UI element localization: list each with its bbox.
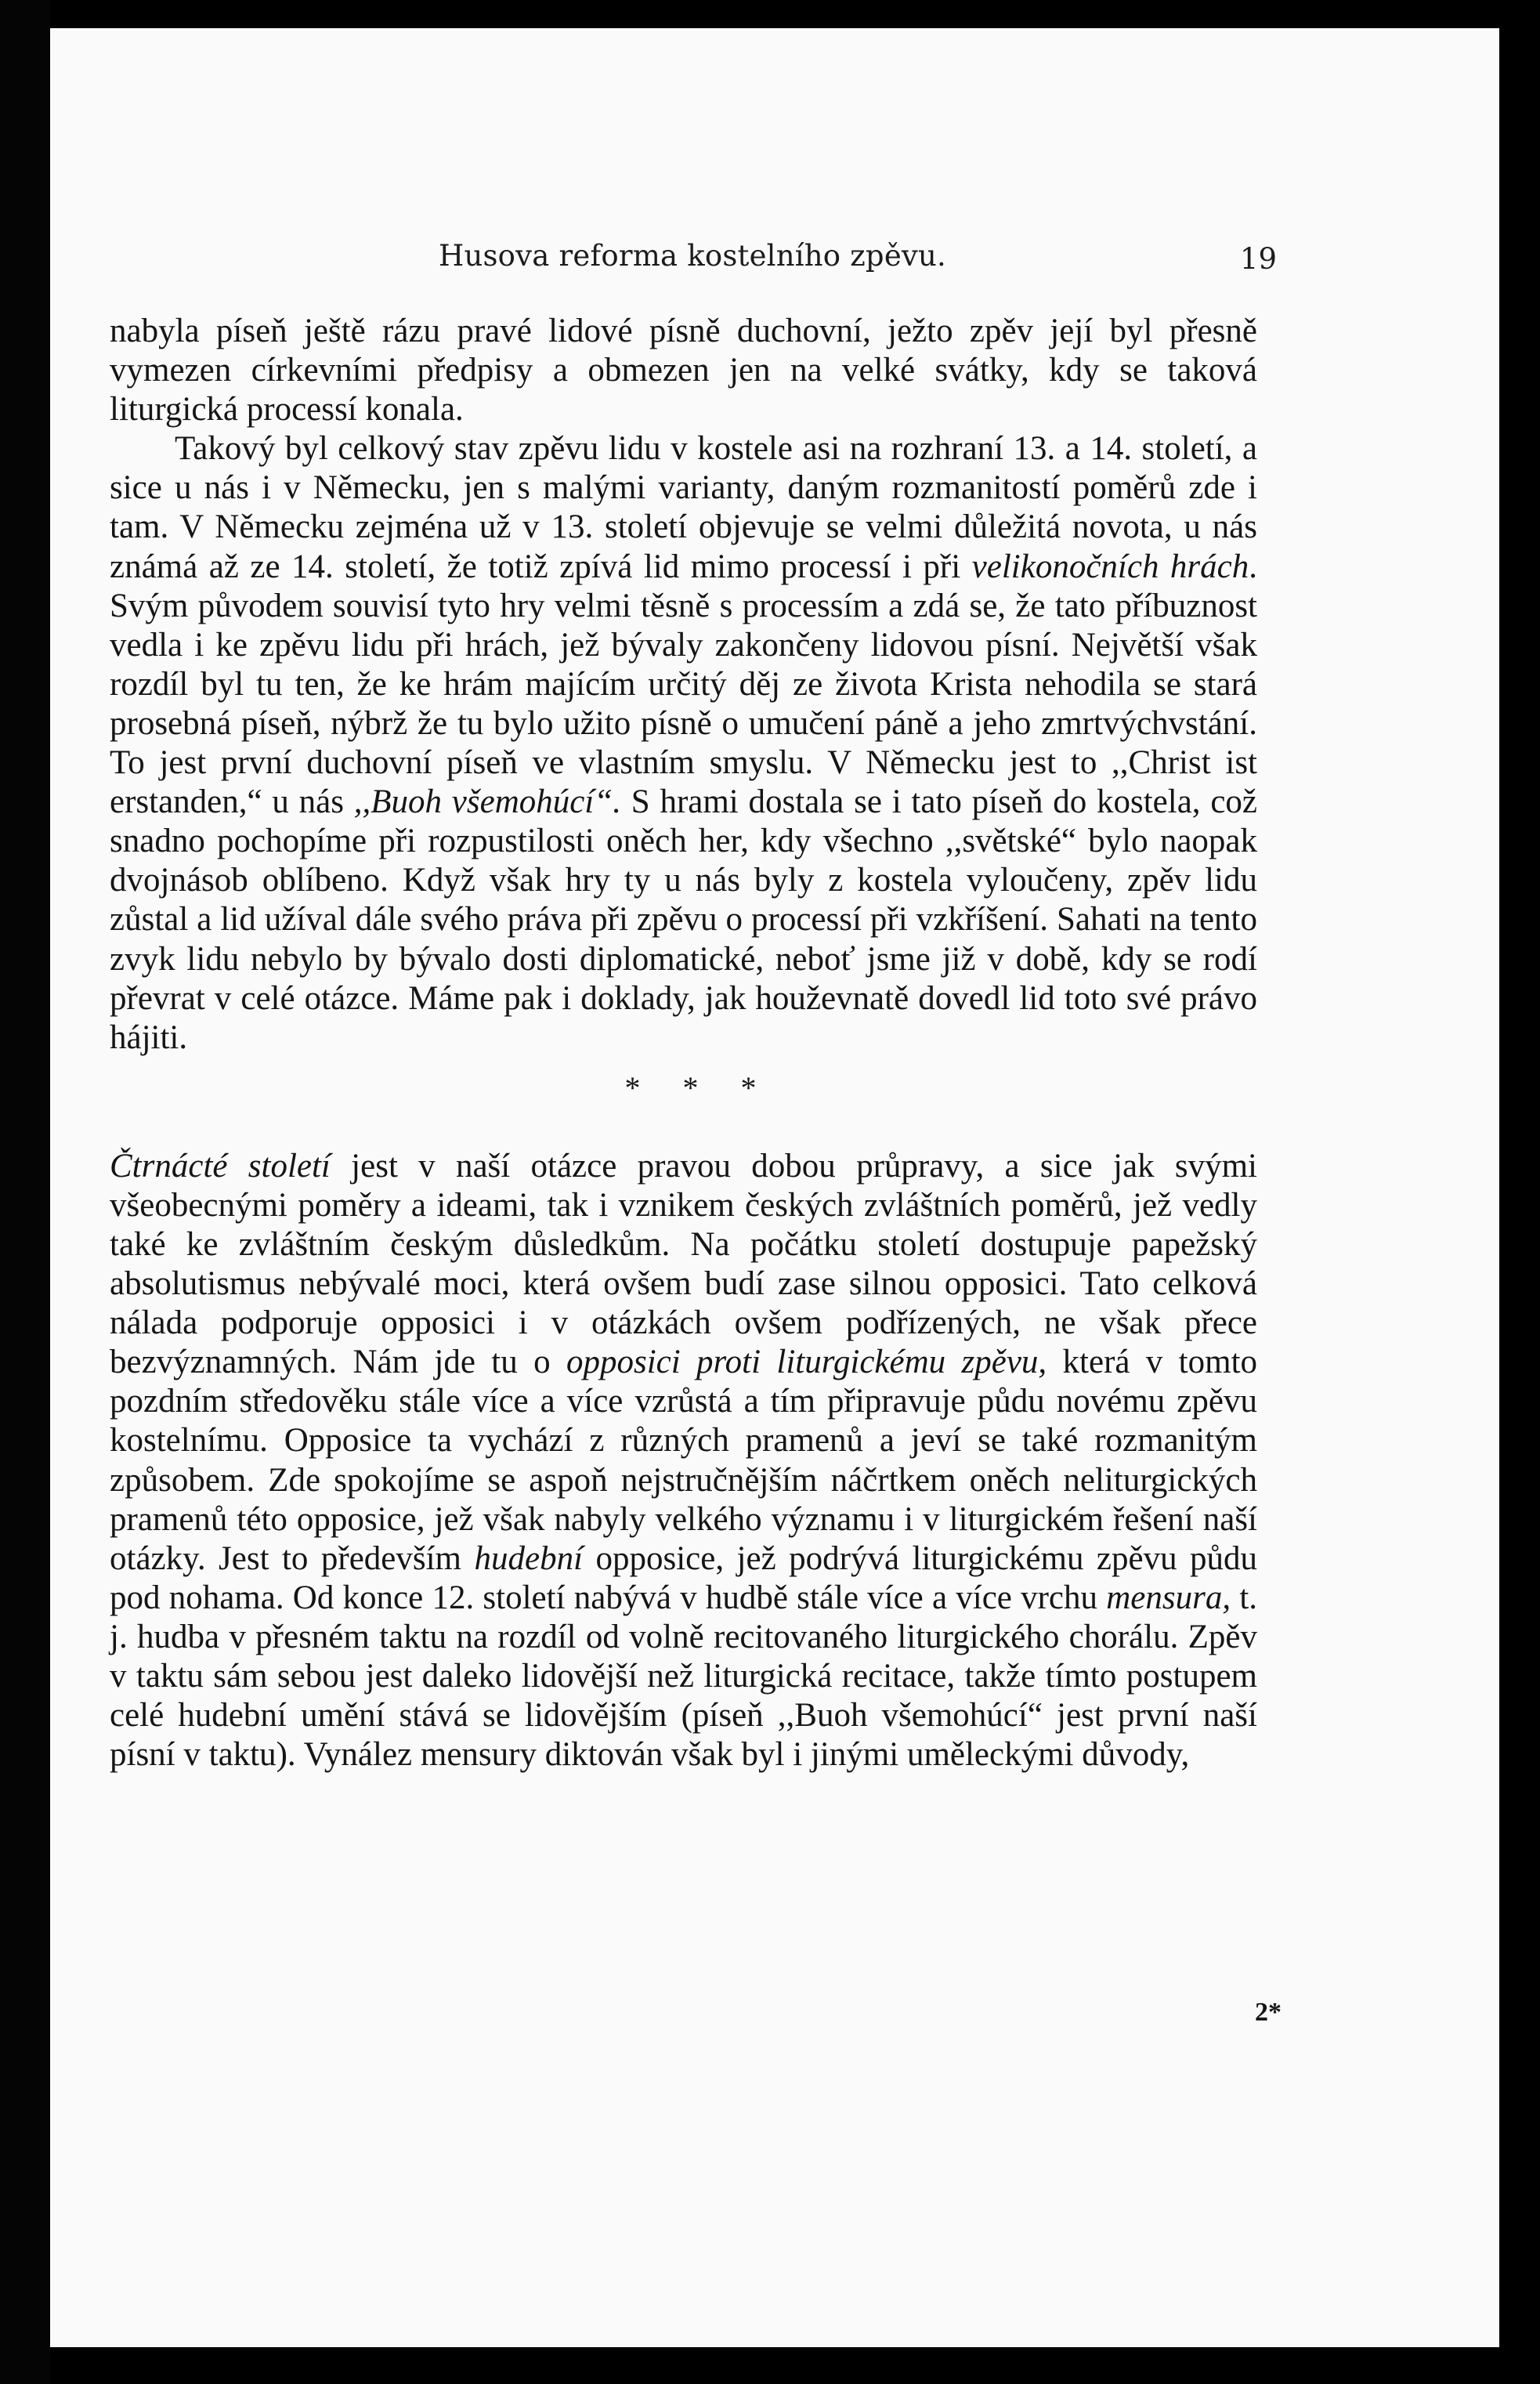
section-gap: [110, 1119, 1257, 1147]
paragraph-song-history: [110, 429, 1257, 1058]
running-title: Husova reforma kostelního zpěvu.: [439, 239, 947, 273]
emphasis-mensura: mensura,: [1106, 1579, 1231, 1616]
text-run: S hrami dostala se i tato píseň do kostela, což snadno pochopíme při rozpustilosti oněch her, kdy všechno ,,světské“ bylo naopak dvojnásob oblíbeno. Když však hry ty u nás byly z kostela vyloučeny, zpěv lidu zůstal a lid užíval dále svého práva při zpěvu o processí při vzkříšení. Sahati na tento zvyk lidu nebylo by bývalo dosti diplomatické, neboť jsme již v době, kdy se rodí převrat v celé otázce. Máme pak i doklady, jak houževnatě dovedl lid toto své právo hájiti.: [110, 783, 1258, 1056]
section-divider: * * *: [624, 1069, 774, 1105]
emphasis-opposition: opposici proti liturgickému zpěvu,: [566, 1344, 1047, 1381]
paragraph-fourteenth-century: [110, 1147, 1257, 1775]
body-text: [110, 312, 1257, 1774]
emphasis-musical: hudební: [474, 1539, 584, 1577]
text-run: t. j. hudba v přesném taktu na rozdíl od volně recitovaného liturgického chorálu. Zpěv v taktu sám sebou jest daleko lidovější než liturgická recitace, takže tímto postupem celé hudební umění stává se lidovějším (píseň ,,Buoh všemohúcí“ jest první naší písní v taktu). Vynález mensury diktován však byl i jinými uměleckými důvody,: [110, 1579, 1258, 1774]
running-header: [110, 239, 1277, 286]
text-run: opposice, jež podrývá liturgickému zpěvu půdu pod nohama. Od konce 12. století nabývá v hudbě stále více a více vrchu: [110, 1539, 1258, 1616]
paragraph-continued: nabyla píseň ještě rázu pravé lidové písně duchovní, ježto zpěv její byl přesně vymezen církevními předpisy a obmezen jen na velké svátky, kdy se taková liturgická processí konala.: [110, 313, 1257, 429]
text-run: která v tomto pozdním středověku stále více a více vzrůstá a tím připravuje půdu novému zpěvu kostelnímu. Opposice ta vychází z různých pramenů a jeví se také rozmanitým způsobem. Zde spokojíme se aspoň nejstručnějším náčrtkem oněch neliturgických pramenů této opposice, jež však nabyly velkého významu i v liturgickém řešení naší otázky. Jest to především: [110, 1344, 1258, 1577]
text-run: . Svým původem souvisí tyto hry velmi těsně s processím a zdá se, že tato příbuznost vedla i ke zpěvu lidu při hrách, jež bývaly zakončeny lidovou písní. Největší však rozdíl byl tu ten, že ke hrám majícím určitý děj ze života Krista nehodila se stará prosebná píseň, nýbrž že tu bylo užito písně o umučení páně a jeho zmrtvýchvstání. To jest první duchovní píseň ve vlastním smyslu. V Německu jest to ,,Christ ist erstanden,“ u nás: [110, 548, 1258, 821]
scan-margin: [0, 0, 50, 2384]
text-run: jest v naší otázce pravou dobou průpravy, a sice jak svými všeobecnými poměry a ideami, tak i vznikem českých zvláštních poměrů, jež vedly také ke zvláštním českým důsledkům. Na počátku století dostupuje papežský absolutismus nebývalé moci, která ovšem budí zase silnou opposici. Tato celková nálada podporuje opposici i v otázkách ovšem podřízených, ne však přece bezvýznamných. Nám jde tu o: [110, 1147, 1258, 1381]
page-number: 19: [1239, 242, 1277, 276]
text-run: Takový byl celkový stav zpěvu lidu v kostele asi na rozhraní 13. a 14. století, a sice u nás i v Německu, jen s malými varianty, daným rozmanitostí poměrů zde i tam. V Německu zejména už v 13. století objevuje se velmi důležitá novota, u nás známá až ze 14. století, že totiž zpívá lid mimo processí i při: [110, 430, 1257, 585]
signature-mark: 2*: [1255, 1998, 1282, 2027]
emphasis-easter-plays: velikonočních hrách: [971, 548, 1249, 585]
emphasis-century: Čtrnácté století: [110, 1147, 331, 1185]
emphasis-song-title: ,,Buoh všemohúcí“.: [353, 783, 621, 821]
